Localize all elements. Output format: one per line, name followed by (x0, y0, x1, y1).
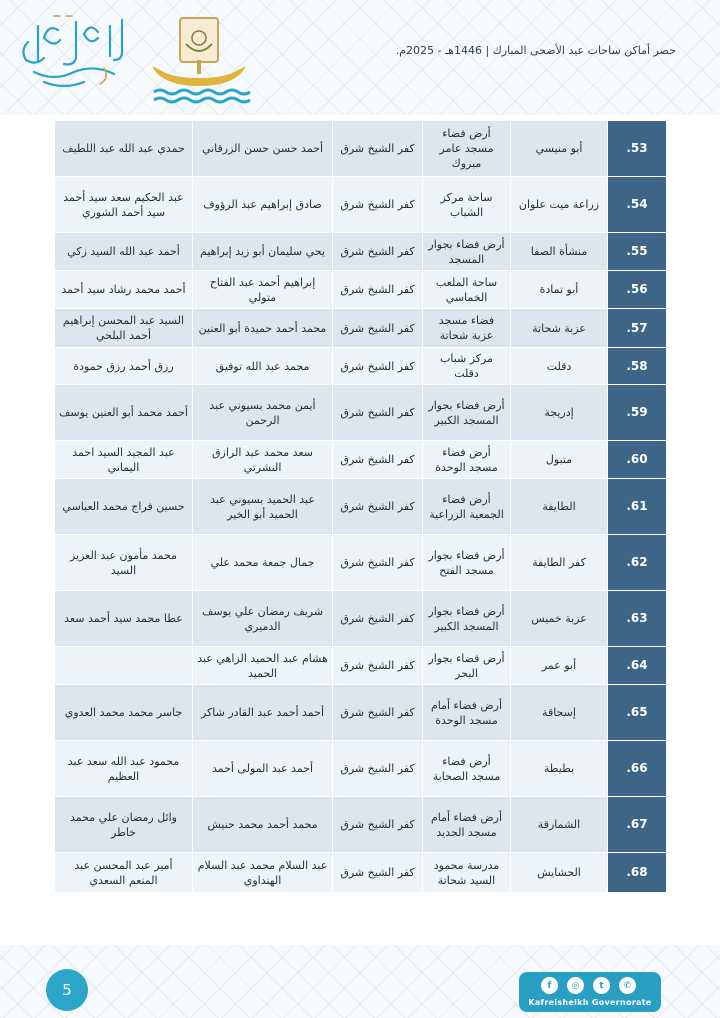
table-row (55, 121, 667, 177)
row-number: 64. (608, 647, 667, 685)
imam-cell: عبد الحكيم سعد سيد أحمد سيد أحمد الشوري (55, 177, 193, 233)
prayer-grounds-table (54, 120, 667, 893)
center-cell: كفر الشيخ شرق (333, 348, 423, 385)
imam-cell: جاسر محمد محمد العدوي (55, 685, 193, 741)
center-cell: كفر الشيخ شرق (333, 591, 423, 647)
village-cell: الشمارقة (511, 797, 608, 853)
location-cell: مدرسة محمود السيد شحاتة (423, 853, 511, 893)
imam-cell: عطا محمد سيد أحمد سعد (55, 591, 193, 647)
imam-cell: رزق أحمد رزق حمودة (55, 348, 193, 385)
page-title: حصر أماكن ساحات عيد الأضحى المبارك | 1446هـ - 2025م. (395, 44, 676, 57)
table-row (55, 271, 667, 309)
location-cell: ساحة مركز الشباب (423, 177, 511, 233)
eid-calligraphy-icon (14, 12, 132, 94)
location-cell: فضاء مسجد عزبة شحاتة (423, 309, 511, 348)
official-cell: محمد أحمد محمد حنيش (193, 797, 333, 853)
center-cell: كفر الشيخ شرق (333, 233, 423, 271)
location-cell: أرض فضاء أمام مسجد الجديد (423, 797, 511, 853)
village-cell: إدريجة (511, 385, 608, 441)
row-number: 66. (608, 741, 667, 797)
row-number: 62. (608, 535, 667, 591)
village-cell: كفر الطايفة (511, 535, 608, 591)
center-cell: كفر الشيخ شرق (333, 309, 423, 348)
center-cell: كفر الشيخ شرق (333, 853, 423, 893)
location-cell: أرض فضاء أمام مسجد الوحدة (423, 685, 511, 741)
center-cell: كفر الشيخ شرق (333, 271, 423, 309)
location-cell: أرض فضاء الجمعية الزراعية (423, 479, 511, 535)
facebook-icon[interactable]: f (541, 977, 558, 994)
imam-cell: عبد المجيد السيد احمد اليماني (55, 441, 193, 479)
table-row (55, 348, 667, 385)
table-row (55, 441, 667, 479)
whatsapp-icon[interactable]: ✆ (619, 977, 636, 994)
center-cell: كفر الشيخ شرق (333, 647, 423, 685)
location-cell: أرض فضاء بجوار المسجد الكبير (423, 591, 511, 647)
row-number: 53. (608, 121, 667, 177)
center-cell: كفر الشيخ شرق (333, 479, 423, 535)
page-number: 5 (46, 969, 88, 1011)
imam-cell: حمدي عبد الله عبد اللطيف (55, 121, 193, 177)
instagram-icon[interactable]: ◎ (567, 977, 584, 994)
imam-cell: أحمد عبد الله السيد زكي (55, 233, 193, 271)
village-cell: الطايفة (511, 479, 608, 535)
official-cell: أحمد حسن حسن الزرقاني (193, 121, 333, 177)
center-cell: كفر الشيخ شرق (333, 385, 423, 441)
center-cell: كفر الشيخ شرق (333, 441, 423, 479)
twitter-icon[interactable]: t (593, 977, 610, 994)
village-cell: بطيطة (511, 741, 608, 797)
location-cell: أرض فضاء مسجد الوحدة (423, 441, 511, 479)
table-row (55, 741, 667, 797)
imam-cell: أحمد محمد أبو العنين يوسف (55, 385, 193, 441)
official-cell: عبد السلام محمد عبد السلام الهنداوي (193, 853, 333, 893)
official-cell: أحمد عبد المولى أحمد (193, 741, 333, 797)
imam-cell: محمود عبد الله سعد عبد العظيم (55, 741, 193, 797)
center-cell: كفر الشيخ شرق (333, 121, 423, 177)
location-cell: أرض فضاء مسجد عامر مبروك (423, 121, 511, 177)
row-number: 59. (608, 385, 667, 441)
table-row (55, 535, 667, 591)
imam-cell: أحمد محمد رشاد سيد أحمد (55, 271, 193, 309)
row-number: 63. (608, 591, 667, 647)
social-links (519, 972, 661, 1012)
table-row (55, 685, 667, 741)
imam-cell: السيد عبد المحسن إبراهيم أحمد البلحي (55, 309, 193, 348)
village-cell: زراعة ميت علوان (511, 177, 608, 233)
row-number: 67. (608, 797, 667, 853)
center-cell: كفر الشيخ شرق (333, 741, 423, 797)
table-row (55, 233, 667, 271)
official-cell: إبراهيم أحمد عبد الفتاح متولي (193, 271, 333, 309)
row-number: 61. (608, 479, 667, 535)
official-cell: هشام عبد الحميد الزاهي عبد الحميد (193, 647, 333, 685)
official-cell: جمال جمعة محمد علي (193, 535, 333, 591)
table-row (55, 647, 667, 685)
official-cell: أيمن محمد بسيوني عبد الرحمن (193, 385, 333, 441)
location-cell: مركز شباب دقلت (423, 348, 511, 385)
imam-cell (55, 647, 193, 685)
official-cell: يحي سليمان أبو زيد إبراهيم (193, 233, 333, 271)
official-cell: محمد أحمد حميدة أبو العنين (193, 309, 333, 348)
location-cell: ساحة الملعب الخماسي (423, 271, 511, 309)
row-number: 65. (608, 685, 667, 741)
village-cell: منشأة الصفا (511, 233, 608, 271)
location-cell: أرض فضاء مسجد الصحابة (423, 741, 511, 797)
row-number: 54. (608, 177, 667, 233)
row-number: 57. (608, 309, 667, 348)
village-cell: متبول (511, 441, 608, 479)
table-row (55, 309, 667, 348)
table-row (55, 797, 667, 853)
village-cell: أبو عمر (511, 647, 608, 685)
imam-cell: أمير عبد المحسن عبد المنعم السعدي (55, 853, 193, 893)
imam-cell: وائل رمضان علي محمد خاطر (55, 797, 193, 853)
table-row (55, 853, 667, 893)
village-cell: دقلت (511, 348, 608, 385)
village-cell: عزبة خميس (511, 591, 608, 647)
table-row (55, 177, 667, 233)
official-cell: أحمد أحمد عبد القادر شاكر (193, 685, 333, 741)
center-cell: كفر الشيخ شرق (333, 797, 423, 853)
table-row (55, 479, 667, 535)
row-number: 60. (608, 441, 667, 479)
center-cell: كفر الشيخ شرق (333, 177, 423, 233)
imam-cell: حسين فراج محمد العباسي (55, 479, 193, 535)
center-cell: كفر الشيخ شرق (333, 685, 423, 741)
official-cell: شريف رمضان علي يوسف الدميري (193, 591, 333, 647)
location-cell: أرض فضاء بجوار البحر (423, 647, 511, 685)
official-cell: عبد الحميد بسيوني عبد الحميد أبو الخير (193, 479, 333, 535)
social-caption: Kafrelsheikh Governorate (528, 998, 652, 1007)
row-number: 68. (608, 853, 667, 893)
village-cell: أبو منيسي (511, 121, 608, 177)
official-cell: صادق إبراهيم عبد الرؤوف (193, 177, 333, 233)
official-cell: محمد عبد الله توفيق (193, 348, 333, 385)
location-cell: أرض فضاء بجوار المسجد الكبير (423, 385, 511, 441)
table-row (55, 591, 667, 647)
village-cell: إسحاقة (511, 685, 608, 741)
row-number: 58. (608, 348, 667, 385)
village-cell: أبو تمادة (511, 271, 608, 309)
table-row (55, 385, 667, 441)
village-cell: الحشايش (511, 853, 608, 893)
location-cell: أرض فضاء بجوار المسجد (423, 233, 511, 271)
center-cell: كفر الشيخ شرق (333, 535, 423, 591)
village-cell: عزبة شحاتة (511, 309, 608, 348)
row-number: 56. (608, 271, 667, 309)
official-cell: سعد محمد عبد الرازق النشرتي (193, 441, 333, 479)
location-cell: أرض فضاء بجوار مسجد الفتح (423, 535, 511, 591)
row-number: 55. (608, 233, 667, 271)
social-icons (541, 977, 636, 994)
governorate-logo-icon (146, 14, 252, 106)
imam-cell: محمد مأمون عبد العزيز السيد (55, 535, 193, 591)
